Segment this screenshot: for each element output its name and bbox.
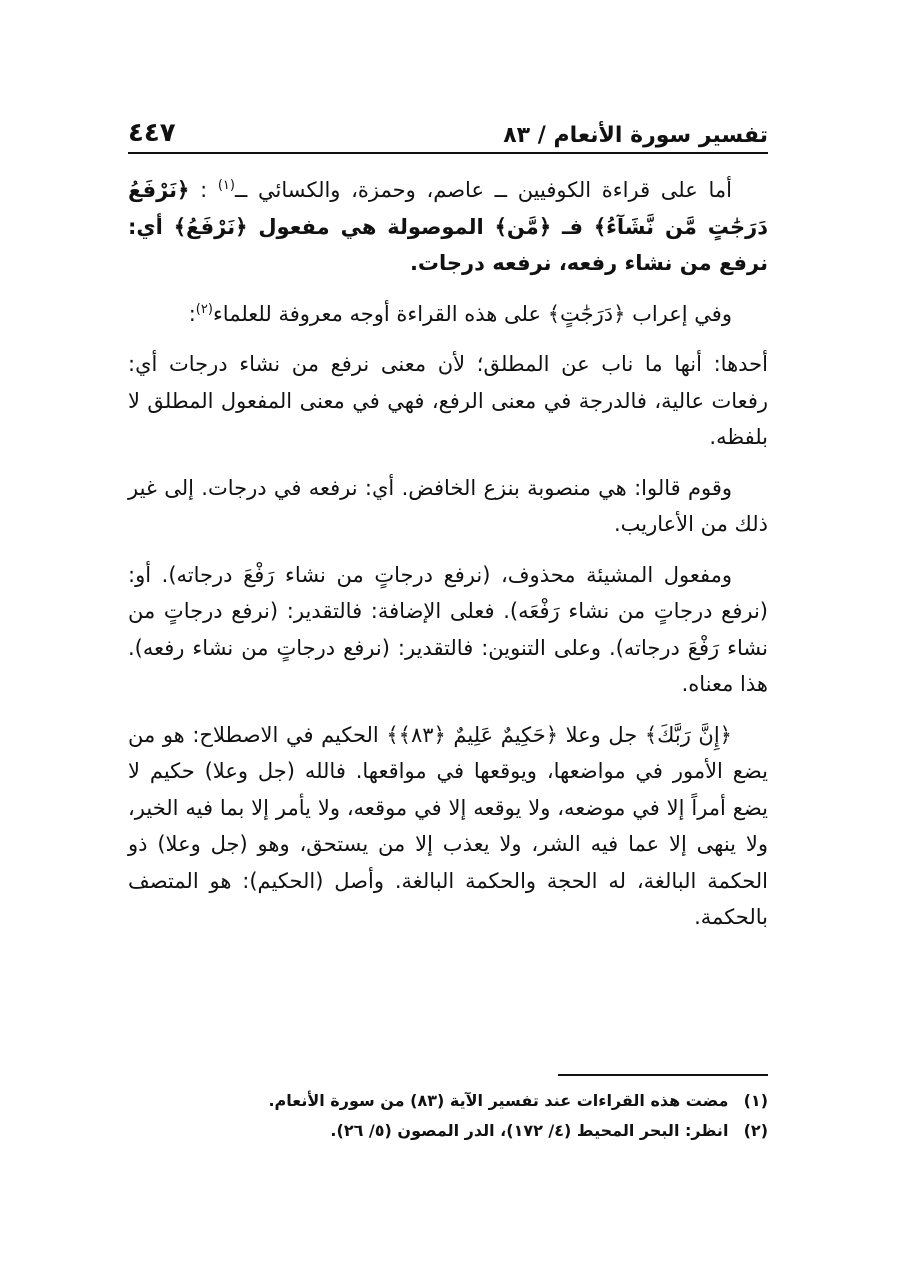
main-text	[128, 172, 768, 936]
quran-quote-1: ﴿نَرْفَعُ دَرَجَٰتٍ مَّن نَّشَآءُ﴾ فـ ﴿مَّن﴾ الموصولة هي مفعول ﴿نَرْفَعُ﴾ أي: نرفع من نشاء رفعه، نرفعه درجات.	[128, 178, 768, 275]
paragraph-irab: وفي إعراب ﴿دَرَجَٰتٍ﴾ على هذه القراءة أوجه معروفة للعلماء$^{(٢)}$:	[188, 301, 732, 326]
page-number: ٤٤٧	[128, 118, 176, 148]
paragraph-mashia: ومفعول المشيئة محذوف، (نرفع درجاتٍ من نشاء رَفْعَ درجاته). أو: (نرفع درجاتٍ من نشاء رَفْعَه). فعلى الإضافة: فالتقدير: (نرفع درجاتٍ من نشاء رَفْعَ درجاته). وعلى التنوين: فالتقدير: (نرفع درجاتٍ من نشاء رفعه). هذا معناه.	[128, 562, 768, 696]
footnotes	[128, 1074, 768, 1146]
paragraph-hakim: ﴿إِنَّ رَبَّكَ﴾ جل وعلا ﴿حَكِيمٌ عَلِيمٌ ﴿٨٣﴾﴾ الحكيم في الاصطلاح: هو من يضع الأمور في مواضعها، ويوقعها في مواقعها. فالله (جل وعلا) حكيم لا يضع أمراً إلا في موضعه، ولا يوقعه إلا في موقعه، ولا يأمر إلا بما فيه الخير، ولا ينهى إلا عما فيه الشر، ولا يعذب إلا من يستحق، وهو (جل وعلا) ذو الحكمة البالغة، له الحجة والحكمة البالغة. وأصل (الحكيم): هو المتصف بالحكمة.	[128, 722, 768, 929]
paragraph-second-view: وقوم قالوا: هي منصوبة بنزع الخافض. أي: نرفعه في درجات. إلى غير ذلك من الأعاريب.	[128, 475, 768, 536]
footnote-ref-1: (١)	[217, 178, 235, 193]
document-page	[128, 104, 768, 1244]
footnote-ref-2: (٢)	[195, 301, 213, 317]
footnote-divider	[558, 1074, 768, 1076]
colon: :	[200, 178, 208, 202]
footnote-2: (٢) انظر: البحر المحيط (٤/ ١٧٢)، الدر المصون (٥/ ٢٦).	[330, 1121, 768, 1140]
page-header	[128, 104, 768, 154]
paragraph-qiraat: أما على قراءة الكوفيين ــ عاصم، وحمزة، والكسائي ــ$^{(١)}$ : ﴿نَرْفَعُ دَرَجَٰتٍ مَّن نَّشَآءُ﴾ فـ ﴿مَّن﴾ الموصولة هي مفعول ﴿نَرْفَعُ﴾ أي: نرفع من نشاء رفعه، نرفعه درجات.	[128, 178, 768, 275]
footnote-1: (١) مضت هذه القراءات عند تفسير الآية (٨٣) من سورة الأنعام.	[268, 1091, 768, 1110]
paragraph-first-view: أحدها: أنها ما ناب عن المطلق؛ لأن معنى نرفع من نشاء درجات أي: رفعات عالية، فالدرجة في معنى الرفع، فهي في معنى المفعول المطلق لا بلفظه.	[128, 352, 768, 449]
running-title: تفسير سورة الأنعام / ٨٣	[503, 123, 768, 148]
